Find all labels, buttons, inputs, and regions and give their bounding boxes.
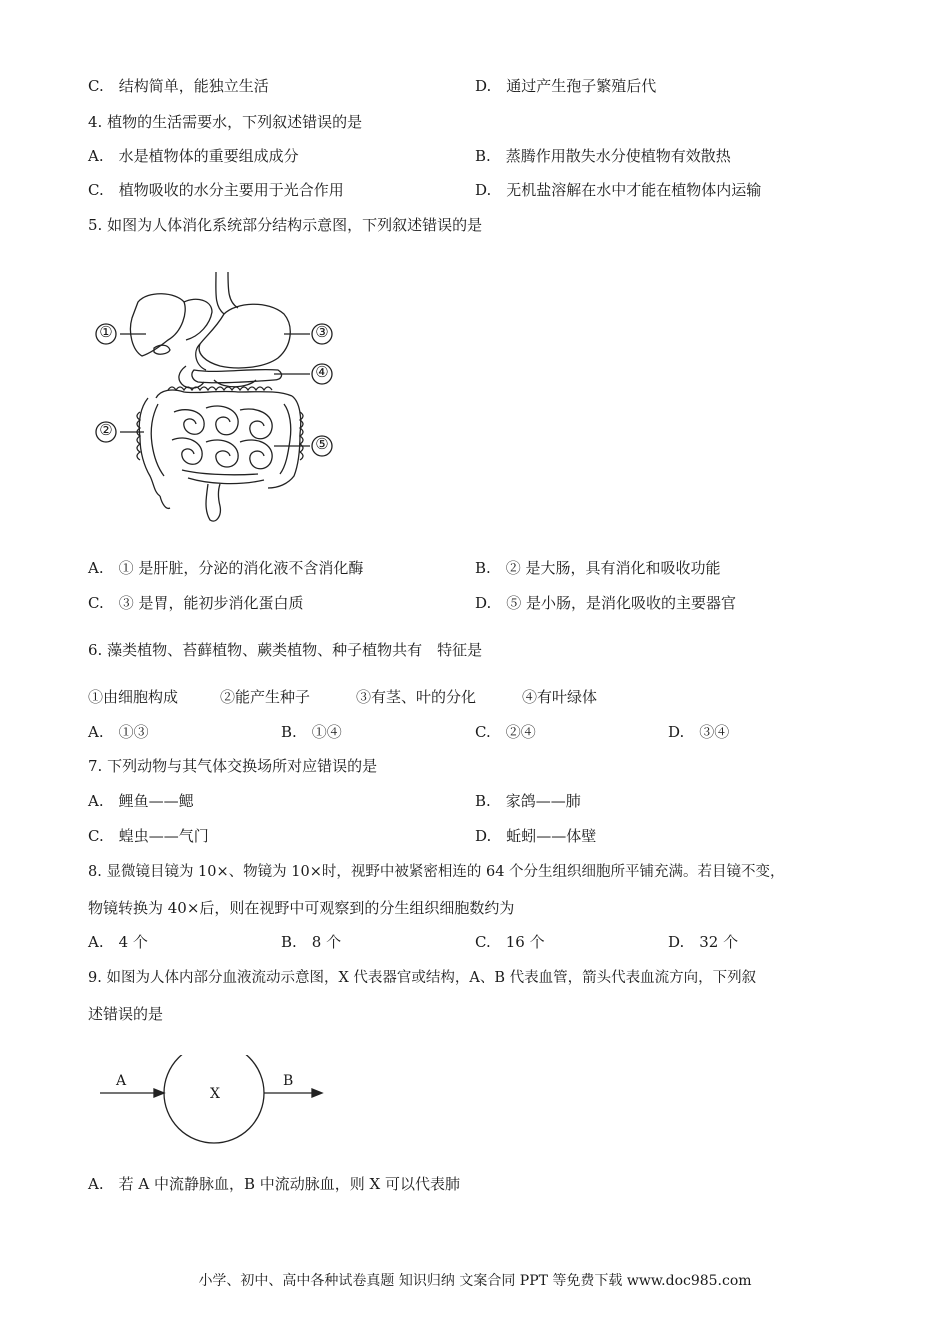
- q8-stem-line2: 物镜转换为 40×后，则在视野中可观察到的分生组织细胞数约为: [88, 899, 515, 917]
- q6-stem: 6. 藻类植物、苔藓植物、蕨类植物、种子植物共有 特征是: [88, 641, 483, 659]
- q3-option-d: D. 通过产生孢子繁殖后代: [475, 77, 657, 95]
- blood-flow-diagram: [96, 1055, 328, 1155]
- q7-option-b: B. 家鸽——肺: [475, 792, 581, 810]
- vessel-a-label: A: [116, 1073, 127, 1089]
- q5-stem: 5. 如图为人体消化系统部分结构示意图，下列叙述错误的是: [88, 216, 483, 234]
- digestive-system-diagram: [88, 262, 348, 530]
- q6-item-3: ③有茎、叶的分化: [356, 688, 477, 706]
- q5-option-d: D. ⑤ 是小肠，是消化吸收的主要器官: [475, 594, 737, 612]
- q8-option-d: D. 32 个: [668, 933, 739, 951]
- label-5: ⑤: [315, 435, 329, 453]
- q6-option-c: C. ②④: [475, 723, 536, 741]
- q6-item-1: ①由细胞构成: [88, 688, 179, 706]
- q3-option-c: C. 结构简单，能独立生活: [88, 77, 269, 95]
- label-2: ②: [99, 421, 113, 439]
- label-4: ④: [315, 363, 329, 381]
- q6-option-a: A. ①③: [88, 723, 149, 741]
- q8-option-a: A. 4 个: [88, 933, 148, 951]
- q7-option-c: C. 蝗虫——气门: [88, 827, 209, 845]
- page-footer: 小学、初中、高中各种试卷真题 知识归纳 文案合同 PPT 等免费下载 www.doc985.com: [198, 1273, 752, 1289]
- q4-option-b: B. 蒸腾作用散失水分使植物有效散热: [475, 147, 731, 165]
- q4-option-d: D. 无机盐溶解在水中才能在植物体内运输: [475, 181, 762, 199]
- q8-option-c: C. 16 个: [475, 933, 545, 951]
- q7-stem: 7. 下列动物与其气体交换场所对应错误的是: [88, 757, 378, 775]
- q9-stem-line2: 述错误的是: [88, 1005, 164, 1023]
- q5-option-c: C. ③ 是胃，能初步消化蛋白质: [88, 594, 304, 612]
- q8-option-b: B. 8 个: [281, 933, 342, 951]
- q8-stem-line1: 8. 显微镜目镜为 10×、物镜为 10×时，视野中被紧密相连的 64 个分生组织细胞所平铺充满。若目镜不变，: [88, 864, 785, 880]
- q6-item-4: ④有叶绿体: [522, 688, 598, 706]
- q4-stem: 4. 植物的生活需要水，下列叙述错误的是: [88, 113, 363, 131]
- q4-option-c: C. 植物吸收的水分主要用于光合作用: [88, 181, 344, 199]
- q7-option-d: D. 蚯蚓——体壁: [475, 827, 597, 845]
- label-1: ①: [99, 323, 113, 341]
- q6-item-2: ②能产生种子: [220, 688, 311, 706]
- q5-option-a: A. ① 是肝脏，分泌的消化液不含消化酶: [88, 559, 364, 577]
- label-3: ③: [315, 323, 329, 341]
- q9-option-a: A. 若 A 中流静脉血，B 中流动脉血，则 X 可以代表肺: [88, 1175, 460, 1193]
- q7-option-a: A. 鲤鱼——鳃: [88, 792, 194, 810]
- q5-option-b: B. ② 是大肠，具有消化和吸收功能: [475, 559, 721, 577]
- q4-option-a: A. 水是植物体的重要组成成分: [88, 147, 299, 165]
- q6-option-b: B. ①④: [281, 723, 342, 741]
- q6-option-d: D. ③④: [668, 723, 730, 741]
- q9-stem-line1: 9. 如图为人体内部分血液流动示意图，X 代表器官或结构，A、B 代表血管，箭头代表血流方向，下列叙: [88, 970, 757, 986]
- vessel-b-label: B: [283, 1073, 294, 1089]
- organ-x-label: X: [210, 1086, 220, 1102]
